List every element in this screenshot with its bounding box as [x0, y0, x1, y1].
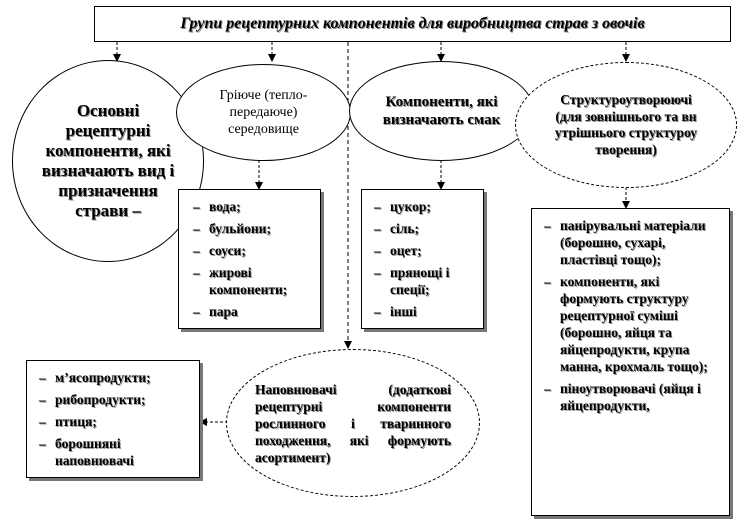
taste-items-box — [361, 189, 484, 329]
main-components-ellipse — [12, 60, 204, 262]
heating-medium-label: Гріюче (теплопередаюче) середовище — [219, 88, 308, 137]
structure-item: – піноутворювачі (яйця і яйцепродукти, — [540, 380, 719, 414]
taste-item: – оцет; — [370, 242, 477, 259]
structure-item: – панірувальні матеріали (борошно, сухарі, пластівці тощо); — [540, 217, 719, 268]
structure-forming-label: Структуроутворюючі (для зовнішнього та внутрішнього структуроутворення) — [554, 92, 698, 157]
filler-item: – борошняні наповнювачі — [35, 435, 191, 469]
heating-medium-ellipse — [176, 64, 351, 161]
fillers-ellipse — [226, 349, 480, 497]
filler-item: – рибопродукти; — [35, 391, 191, 408]
main-components-label: Основні рецептурні компоненти, які визначають вид і призначення страви – — [41, 101, 175, 220]
taste-label: Компоненти, які визначають смак — [382, 94, 501, 128]
heating-item: – пара — [189, 303, 314, 320]
taste-ellipse — [349, 61, 534, 161]
structure-item: – компоненти, які формують структуру рецептурної суміші (борошно, яйця та яйцепродукти, крупа манна, крохмаль тощо); — [540, 273, 719, 375]
heating-item: – жирові компоненти; — [189, 264, 314, 298]
structure-items-list — [540, 217, 719, 414]
structure-items-box — [531, 208, 730, 516]
structure-forming-ellipse — [515, 62, 737, 188]
heating-item: – соуси; — [189, 242, 314, 259]
taste-item: – прянощі і спеції; — [370, 264, 477, 298]
fillers-label: Наповнювачі (додаткові рецептурні компоненти рослинного і тваринного походження, які формують асортимент) — [255, 381, 451, 465]
taste-item: – сіль; — [370, 220, 477, 237]
filler-items-box — [26, 360, 200, 478]
heating-item: – бульйони; — [189, 220, 314, 237]
filler-items-list — [35, 369, 191, 469]
filler-item: – м’ясопродукти; — [35, 369, 191, 386]
heating-items-list — [189, 198, 314, 320]
heating-items-box — [178, 189, 321, 329]
heating-item: – вода; — [189, 198, 314, 215]
taste-item: – цукор; — [370, 198, 477, 215]
diagram-title: Групи рецептурних компонентів для виробництва страв з овочів — [94, 6, 731, 42]
taste-items-list — [370, 198, 477, 320]
taste-item: – інші — [370, 303, 477, 320]
filler-item: – птиця; — [35, 413, 191, 430]
